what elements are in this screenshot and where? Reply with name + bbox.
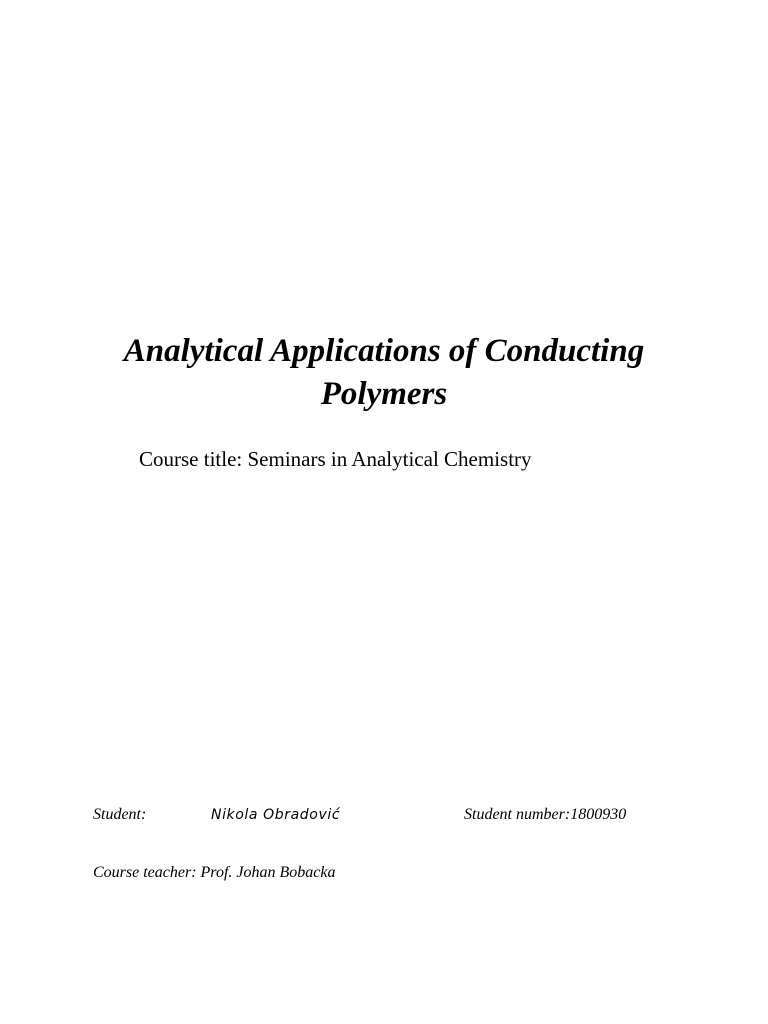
course-teacher-name: Prof. Johan Bobacka [200, 864, 336, 881]
student-number-field [464, 805, 626, 825]
student-number-value: 1800930 [570, 806, 627, 823]
course-teacher [93, 863, 335, 883]
document-title [0, 330, 768, 416]
title-line-1: Analytical Applications of Conducting [123, 333, 645, 369]
student-number-label: Student number: [464, 806, 571, 823]
course-teacher-label: Course teacher: [93, 864, 197, 881]
student-label: Student: [93, 806, 147, 823]
student-name: Nikola Obradović [211, 807, 341, 823]
course-title: Course title: Seminars in Analytical Chemistry [139, 447, 532, 471]
title-line-2: Polymers [320, 376, 448, 412]
